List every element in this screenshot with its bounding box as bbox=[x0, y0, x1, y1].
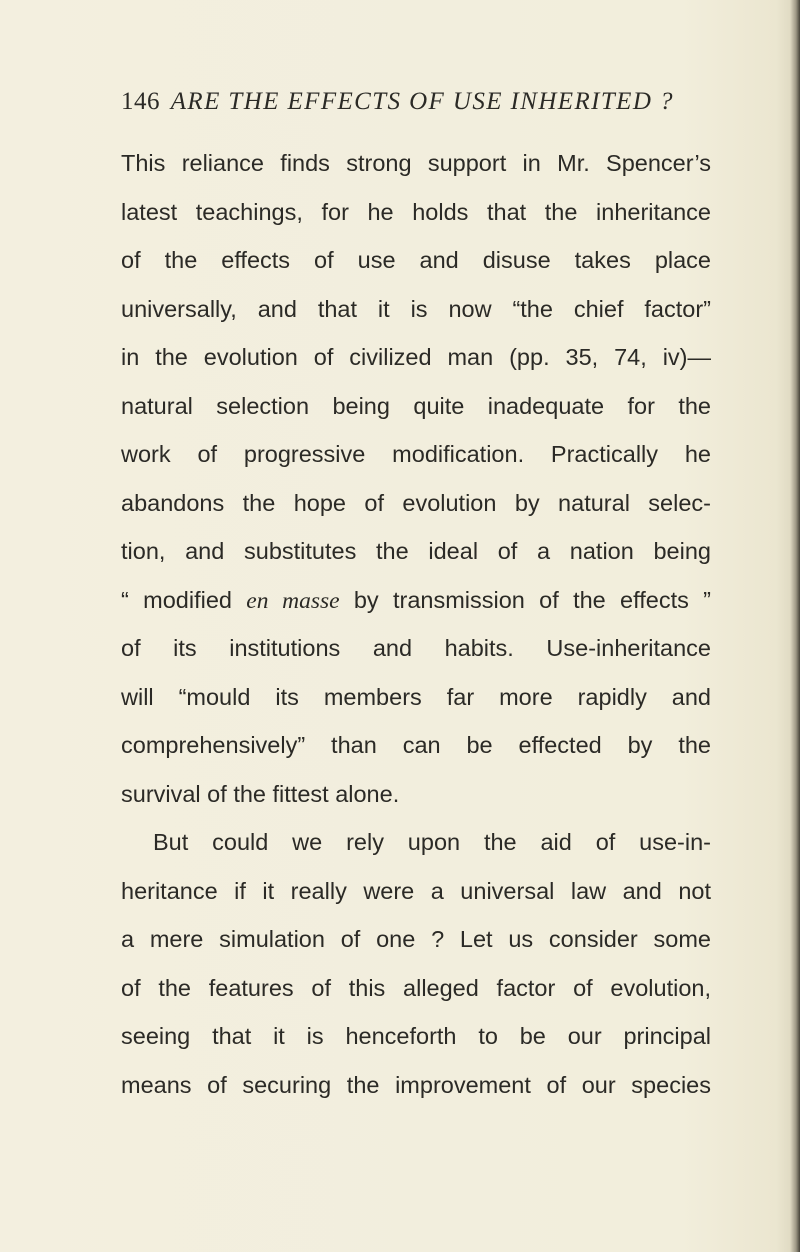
page-number: 146 bbox=[121, 88, 160, 115]
italic-phrase: en masse bbox=[246, 587, 340, 614]
body-text bbox=[121, 152, 711, 1122]
text-line: work of progressive modification. Practically he bbox=[121, 441, 711, 467]
text-line: of its institutions and habits. Use-inheritance bbox=[121, 635, 711, 661]
text-line: will “mould its members far more rapidly and bbox=[121, 683, 711, 710]
text-segment: by transmission of the effects ” bbox=[339, 586, 711, 613]
text-line: universally, and that it is now “the chief factor” bbox=[121, 295, 711, 322]
text-line: seeing that it is henceforth to be our principal bbox=[121, 1023, 711, 1049]
text-line: in the evolution of civilized man (pp. 35, 74, iv)— bbox=[121, 344, 711, 370]
text-line: means of securing the improvement of our species bbox=[121, 1071, 711, 1098]
text-line: survival of the fittest alone. bbox=[121, 780, 400, 807]
text-line: natural selection being quite inadequate for the bbox=[121, 392, 711, 419]
text-line: tion, and substitutes the ideal of a nation being bbox=[121, 538, 711, 564]
text-line-with-italic bbox=[121, 586, 711, 638]
text-line: But could we rely upon the aid of use-in- bbox=[153, 829, 711, 855]
page-edge-shadow bbox=[790, 0, 800, 1252]
text-line: heritance if it really were a universal law and not bbox=[121, 877, 711, 904]
text-line: This reliance finds strong support in Mr. Spencer’s bbox=[121, 150, 711, 176]
text-line: of the effects of use and disuse takes place bbox=[121, 247, 711, 273]
running-title: ARE THE EFFECTS OF USE INHERITED ? bbox=[170, 88, 674, 115]
text-line: abandons the hope of evolution by natural selec- bbox=[121, 489, 711, 516]
running-header bbox=[121, 88, 674, 116]
text-line: of the features of this alleged factor of evolution, bbox=[121, 974, 711, 1001]
text-segment: “ modified bbox=[121, 586, 247, 613]
text-line: comprehensively” than can be effected by the bbox=[121, 732, 711, 758]
text-line: a mere simulation of one ? Let us consider some bbox=[121, 926, 711, 952]
text-line: latest teachings, for he holds that the inheritance bbox=[121, 198, 711, 225]
